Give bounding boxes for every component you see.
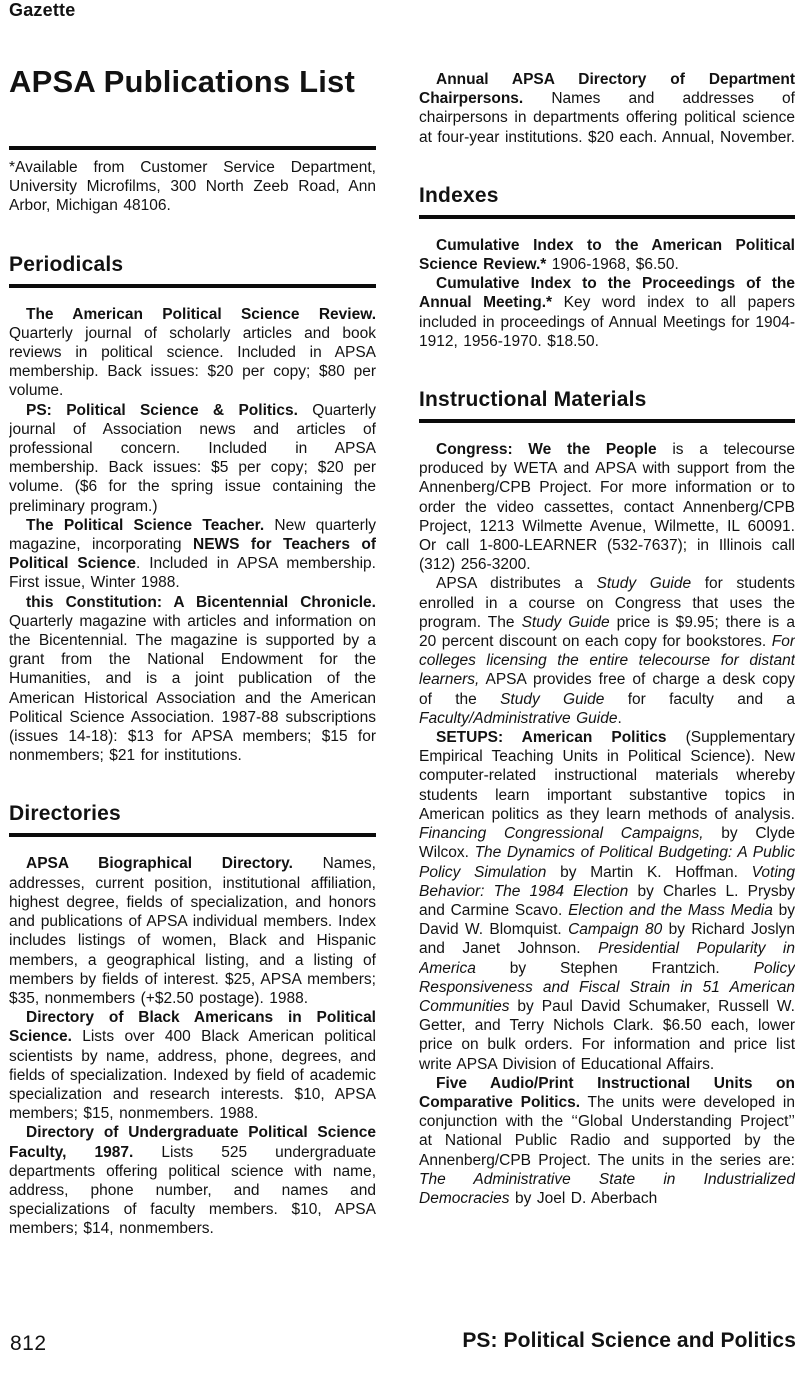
entry-title: Directory of Undergraduate Political Science Faculty, 1987. [9,1124,376,1161]
body-text: Key word index to all papers included in proceedings of Annual Meetings for 1904-1912, 1956-1970. $18.50. [419,294,795,350]
divider-rule [9,146,376,150]
paragraph [419,70,795,147]
entry-title: NEWS for Teachers of Political Science [9,536,376,573]
entry-title: APSA Biographical Directory. [26,855,293,873]
paragraph [9,401,376,516]
section-heading: Indexes [419,183,499,207]
body-text: for students enrolled in a course on Congress that uses the program. The [419,575,795,631]
page-number: 812 [10,1332,47,1355]
body-text: 1906-1968, $6.50. [546,256,679,274]
body-text: *Available from Customer Service Department, University Microfilms, 300 North Zeeb Road, Ann Arbor, Michigan 48106. [9,159,376,215]
body-text: Lists over 400 Black American political scientists by name, address, phone, degrees, and fields of specialization. Indexed by field of academic specialization and research interests. $10, APSA members; $15, nonmembers. 1988. [9,1028,376,1123]
body-text: by Martin K. Hoffman. [546,863,752,881]
right-column [419,0,795,1322]
body-text: The units were developed in conjunction with the ‘‘Global Understanding Project’’ at National Public Radio and supported by the Annenberg/CPB Project. The units in the series are: [419,1093,795,1169]
section-heading: Periodicals [9,252,124,276]
body-text: by Clyde Wilcox. [419,825,795,862]
journal-title: PS: Political Science and Politics [462,1329,796,1352]
italic-title: Presidential Popularity in America [419,940,795,977]
italic-title: Financing Congressional Campaigns, [419,825,704,843]
body-text: APSA provides free of charge a desk copy of the [419,671,795,708]
paragraph [9,1123,376,1238]
body-text: APSA distributes a [436,575,597,593]
entry-title: Directory of Black Americans in Political Science. [9,1009,376,1046]
entry-title: The Political Science Teacher. [26,516,265,534]
italic-title: Election and the Mass Media [568,901,773,919]
italic-title: The Dynamics of Political Budgeting: A Public Policy Simulation [419,844,795,881]
entry-title: Cumulative Index to the Proceedings of the Annual Meeting.* [419,275,795,312]
paragraph [9,305,376,401]
italic-title: Study Guide [596,575,692,593]
paragraph [9,593,376,766]
body-text: Lists 525 undergraduate departments offering political science with name, address, phone number, and names and specializations of faculty members. $10, APSA members; $14, nonmembers. [9,1143,376,1238]
paragraph [419,1074,795,1208]
entry-title: PS: Political Science & Politics. [26,401,298,419]
page-title: APSA Publications List [9,64,356,99]
body-text: . [617,709,622,727]
paragraph [419,440,795,574]
italic-title: Campaign 80 [568,921,663,939]
body-text: . Included in APSA membership. First issue, Winter 1988. [9,555,376,592]
entry-title: this Constitution: A Bicentennial Chronicle. [26,593,376,611]
section-heading-rule [419,215,795,219]
paragraph [419,574,795,728]
body-text: New quarterly magazine, incorporating [9,516,376,554]
italic-title: Study Guide [500,690,605,708]
entry-title: The American Political Science Review. [26,305,376,323]
body-text: price is $9.95; there is a 20 percent discount on each copy for bookstores. [419,613,795,651]
italic-title: Faculty/Administrative Guide [419,709,618,727]
paragraph [419,728,795,1074]
body-text: by Joel D. Aberbach [509,1189,658,1207]
paragraph [419,274,795,351]
body-text: for faculty and a [604,690,795,708]
italic-title: For colleges licensing the entire telecourse for distant learners, [419,633,795,689]
section-heading: Instructional Materials [419,388,647,412]
section-heading-rule [9,833,376,837]
section-heading: Directories [9,802,121,826]
body-text: Names, addresses, current position, institutional affiliation, highest degree, fields of specialization, and honors and publications of APSA individual members. Index includes listings of women, Black and Hispanic members, a geographical listing, and a listing of members by fields of interest. $25, APSA members; $35, nonmembers (+$2.50 postage). 1988. [9,855,376,1007]
entry-title: Cumulative Index to the American Political Science Review.* [419,236,795,274]
body-text: Quarterly magazine with articles and information on the Bicentennial. The magazine is supported by a grant from the National Endowment for the Humanities, and is a joint publication of the American Historical Association and the American Political Science Association. 1987-88 subscriptions (issues 14-18): $13 for APSA members; $15 for nonmembers; $21 for institutions. [9,612,376,765]
paragraph [419,236,795,274]
body-text: Quarterly journal of Association news and articles of professional concern. Included in APSA membership. Back issues: $5 per copy; $20 per volume. ($6 for the spring issue containing the preliminary program.) [9,401,376,515]
paragraph [9,158,376,216]
section-heading-rule [9,284,376,288]
italic-title: Voting Behavior: The 1984 Election [419,863,795,900]
paragraph [9,854,376,1008]
entry-title: Congress: We the People [436,441,657,459]
body-text: by Paul David Schumaker, Russell W. Getter, and Terry Nichols Clark. $6.50 each, lower price on bulk orders. For information and price list write APSA Division of Educational Affairs. [419,997,795,1073]
body-text: Names and addresses of chairpersons in departments offering political science at four-year institutions. $20 each. Annual, November. [419,90,795,146]
entry-title: Annual APSA Directory of Department Chairpersons. [419,71,795,108]
italic-title: The Administrative State in Industrialized Democracies [419,1170,795,1207]
body-text: by Charles L. Prysby and Carmine Scavo. [419,882,795,919]
italic-title: Policy Responsiveness and Fiscal Strain in 51 American Communities [419,959,795,1015]
body-text: (Supplementary Empirical Teaching Units in Political Science). New computer-related instructional materials whereby students learn important substantive topics in American politics as they learn methods of analysis. [419,729,795,823]
left-column [9,0,376,1322]
entry-title: Five Audio/Print Instructional Units on Comparative Politics. [419,1074,795,1111]
body-text: Quarterly journal of scholarly articles and book reviews in political science. Included in APSA membership. Back issues: $20 per copy; $80 per volume. [9,324,376,400]
paragraph [9,1008,376,1123]
entry-title: SETUPS: American Politics [436,729,667,747]
italic-title: Study Guide [521,613,610,631]
section-heading-rule [419,419,795,423]
body-text: by Stephen Frantzich. [475,959,754,977]
running-header: Gazette [9,0,76,20]
paragraph [9,516,376,593]
body-text: is a telecourse produced by WETA and APSA with support from the Annenberg/CPB Project. For more information or to order the video cassettes, contact Annenberg/CPB Project, 1213 Wilmette Avenue, Wilmette, IL 60091. Or call 1-800-LEARNER (532-7637); in Illinois call (312) 256-3200. [419,441,795,574]
body-text: by Richard Joslyn and Janet Johnson. [419,921,795,958]
body-text: by David W. Blomquist. [419,901,795,939]
